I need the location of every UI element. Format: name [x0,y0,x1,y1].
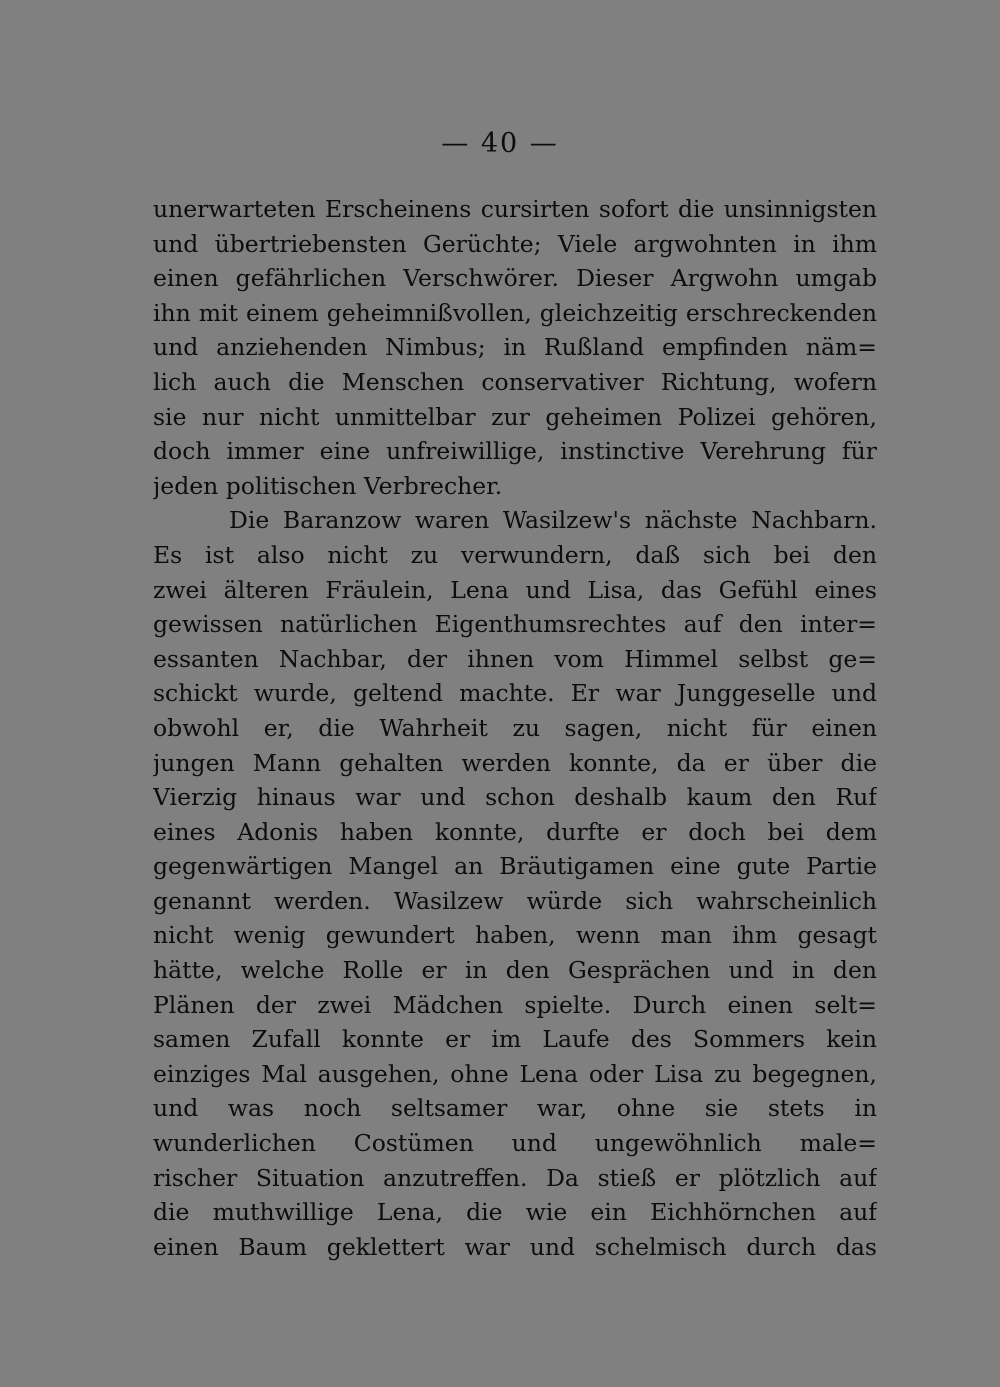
text-line: sie nur nicht unmittelbar zur geheimen Polizei gehören, [153,402,877,431]
text-line: und was noch seltsamer war, ohne sie stets in [153,1094,877,1123]
paragraph-start-line: Die Baranzow waren Wasilzew's nächste Nachbarn. [229,506,877,535]
text-line: essanten Nachbar, der ihnen vom Himmel selbst ge= [153,644,877,673]
text-line: unerwarteten Erscheinens cursirten sofort die unsinnigsten [153,195,877,223]
text-line: ihn mit einem geheimnißvollen, gleichzeitig erschreckenden [153,298,877,327]
text-line: Es ist also nicht zu verwundern, daß sich bei den [153,540,877,569]
text-line: Vierzig hinaus war und schon deshalb kaum den Ruf [153,783,877,812]
paragraph-end-line: jeden politischen Verbrecher. [153,471,503,500]
body-text [153,192,877,1264]
text-line: die muthwillige Lena, die wie ein Eichhörnchen auf [153,1198,877,1227]
text-line: lich auch die Menschen conservativer Richtung, wofern [153,367,877,396]
text-line: schickt wurde, geltend machte. Er war Junggeselle und [153,679,877,708]
page-number: — 40 — [441,128,559,159]
text-line: genannt werden. Wasilzew würde sich wahrscheinlich [153,886,877,915]
text-line: einen gefährlichen Verschwörer. Dieser Argwohn umgab [153,264,877,293]
text-line: jungen Mann gehalten werden konnte, da er über die [153,748,877,777]
text-line: gewissen natürlichen Eigenthumsrechtes auf den inter= [153,610,877,639]
text-line: doch immer eine unfreiwillige, instinctive Verehrung für [153,437,877,466]
text-line: obwohl er, die Wahrheit zu sagen, nicht für einen [153,713,877,742]
text-line: zwei älteren Fräulein, Lena und Lisa, das Gefühl eines [153,575,877,604]
text-line: samen Zufall konnte er im Laufe des Sommers kein [153,1025,877,1054]
text-line: einen Baum geklettert war und schelmisch durch das [153,1232,877,1261]
text-line: Plänen der zwei Mädchen spielte. Durch einen selt= [153,990,877,1019]
text-line: gegenwärtigen Mangel an Bräutigamen eine gute Partie [153,852,877,881]
text-line: nicht wenig gewundert haben, wenn man ihm gesagt [153,921,877,950]
text-line: und anziehenden Nimbus; in Rußland empfinden näm= [153,333,877,362]
text-line: rischer Situation anzutreffen. Da stieß er plötzlich auf [153,1163,877,1192]
text-line: einziges Mal ausgehen, ohne Lena oder Lisa zu begegnen, [153,1059,877,1088]
text-line: wunderlichen Costümen und ungewöhnlich male= [153,1129,877,1158]
text-line: und übertriebensten Gerüchte; Viele argwohnten in ihm [153,229,877,258]
text-line: hätte, welche Rolle er in den Gesprächen und in den [153,956,877,985]
text-line: eines Adonis haben konnte, durfte er doch bei dem [153,817,877,846]
